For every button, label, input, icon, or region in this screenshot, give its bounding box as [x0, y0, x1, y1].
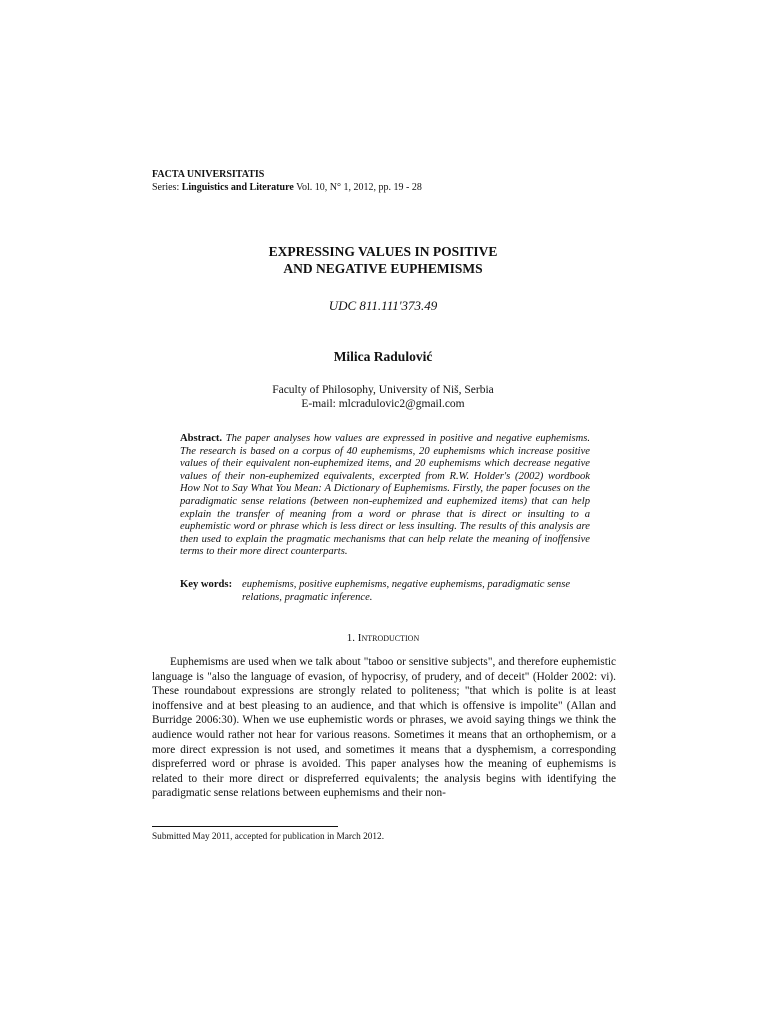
issue-info: Vol. 10, N° 1, 2012, pp. 19 - 28 [293, 182, 422, 193]
keywords-text: euphemisms, positive euphemisms, negative euphemisms, paradigmatic sense relations, pragmatic inference. [242, 579, 571, 603]
institution: Faculty of Philosophy, University of Niš, Serbia [272, 384, 494, 396]
paper-title-line-1: EXPRESSING VALUES IN POSITIVE [268, 244, 498, 259]
series-prefix: Series: [152, 182, 182, 193]
udc-code: UDC 811.111'373.49 [328, 298, 438, 313]
paper-title [152, 243, 614, 277]
keywords [180, 578, 590, 604]
abstract-label: Abstract [180, 433, 220, 444]
abstract-separator: . [219, 433, 226, 444]
author-name: Milica Radulović [333, 349, 433, 364]
footnote-divider [152, 826, 338, 827]
section-title: Introduction [357, 632, 420, 644]
keywords-label [180, 578, 242, 604]
paper-title-line-2: AND NEGATIVE EUPHEMISMS [283, 261, 483, 276]
section-number: 1. [346, 632, 358, 644]
author-affiliation [152, 383, 614, 411]
journal-name: FACTA UNIVERSITATIS [152, 169, 265, 180]
series-line [152, 181, 422, 194]
journal-header [152, 168, 422, 194]
keywords-separator: : [228, 579, 233, 590]
abstract-text: The paper analyses how values are expressed in positive and negative euphemisms. The research is based on a corpus of 40 euphemisms, 20 euphemisms which increase positive values of their equivalent non-euphemized items, and 20 euphemisms which decrease negative values of their non-euphemized equivalents, excerpted from R.W. Holder's (2002) wordbook How Not to Say What You Mean: A Dictionary of Euphemisms. Firstly, the paper focuses on the paradigmatic sense relations (between non-euphemized and euphemized items) that can help explain the transfer of meaning from a word or phrase that is direct or insulting to a euphemistic word or phrase which is less direct or less insulting. The results of this analysis are then used to explain the pragmatic mechanisms that can help relate the meaning of inoffensive terms to their more direct counterparts. [180, 433, 591, 558]
body-paragraph: Euphemisms are used when we talk about "taboo or sensitive subjects", and therefore euphemistic language is "also the language of evasion, of hypocrisy, of prudery, and of deceit" (Holder 2002: vi). These roundabout expressions are strongly related to politeness; "that which is polite is at least inoffensive and at best pleasing to an audience, and that which is offensive is impolite" (Allan and Burridge 2006:30). When we use euphemistic words or phrases, we avoid saying things we think the audience would rather not hear for various reasons. Sometimes it means that an orthophemism, or a more direct expression is not used, and sometimes it means that a dysphemism, a corresponding dispreferred word or phrase is avoided. This paper analyses how the meaning of euphemisms is related to their more direct or dispreferred equivalents; the analysis begins with identifying the paradigmatic sense relations between euphemisms and their non- [152, 656, 616, 800]
section-heading [152, 632, 614, 644]
author-email: E-mail: mlcradulovic2@gmail.com [301, 398, 465, 410]
footnote: Submitted May 2011, accepted for publication in March 2012. [152, 832, 385, 842]
keywords-label-text: Key words [180, 579, 229, 590]
series-name: Linguistics and Literature [181, 182, 294, 193]
abstract [180, 433, 590, 559]
